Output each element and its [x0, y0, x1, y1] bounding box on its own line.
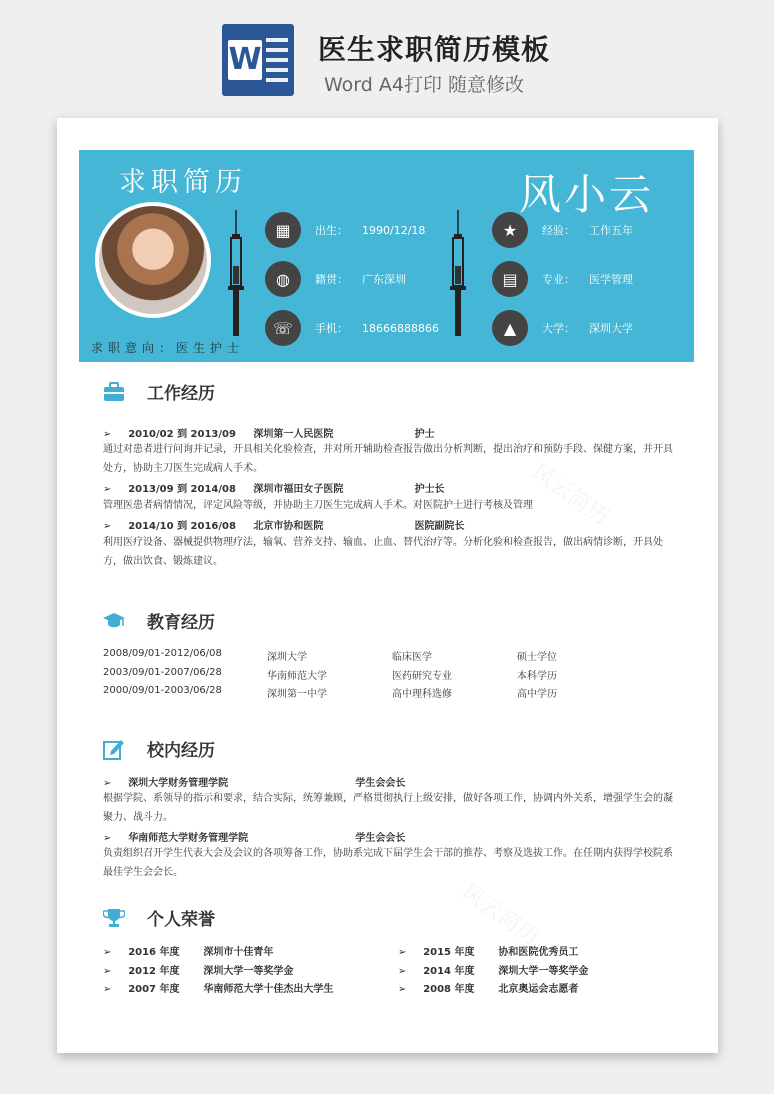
avatar [95, 202, 211, 318]
campus-description: 根据学院、系领导的指示和要求，结合实际，统筹兼顾，严格贯彻执行上级安排，做好各项工作，协调内外关系，增强学生会的凝聚力、战斗力。 [103, 793, 673, 823]
banner-title: 医生求职简历模板 [318, 33, 551, 66]
info-label: 经验： [542, 224, 575, 237]
arrow-bullet-icon: ➢ [103, 947, 112, 958]
arrow-bullet-icon: ➢ [103, 778, 112, 789]
syringe-icon [228, 210, 244, 338]
graduation-cap-icon [103, 610, 125, 632]
book-icon: ▤ [492, 261, 528, 297]
work-description: 通过对患者进行问询并记录，开具相关化验检查，并对所开辅助检查报告做出分析判断，提出治疗和预防手段、保健方案，并开具处方，协助主刀医生完成病人手术。 [103, 444, 673, 474]
info-value: 18666888866 [362, 321, 439, 335]
edu-period: 2003/09/01-2007/06/28 [103, 667, 222, 678]
honor-item [103, 980, 333, 995]
work-org: 深圳市福田女子医院 [253, 484, 344, 495]
work-date: 2014/10 到 2016/08 [128, 521, 236, 532]
campus-item-header [103, 829, 405, 844]
globe-location-icon: ◍ [265, 261, 301, 297]
arrow-bullet-icon: ➢ [103, 833, 112, 844]
section-campus-header [103, 736, 215, 761]
campus-role: 学生会会长 [355, 778, 406, 789]
info-label: 出生： [315, 224, 348, 237]
work-role: 医院副院长 [414, 521, 465, 532]
arrow-bullet-icon: ➢ [398, 984, 407, 995]
campus-role: 学生会会长 [355, 833, 406, 844]
info-value: 1990/12/18 [362, 223, 426, 237]
job-intent: 求职意向：医生护士 [91, 341, 245, 355]
info-value: 深圳大学 [589, 322, 633, 335]
resume-page: 风云简历 风云简历 求职简历 风小云 求职意向：医生护士 ▦ 出生： 1990/12/18 ◍ 籍贯： 广东深圳 ☏ 手机： 18666888866 ★ 经验： 工作五年 ▤ 专业： 医学管理 ▲ 大学： 深圳大学 工作经历 ➢ 2010/02 到 2013/09 深圳第一人民医院 护士 通过对患者进行问询并记录，开具相关化验检查，并对所开辅助检查报告做出分析判断，提出治疗和预防手段、保健方案，并开具处方，协助主刀医生完成病人手术。 ➢ 2013/09 到 2014/08 深圳市福田女子医院 护士长 管理医患者病情情况，评定风险等级，并协助主刀医生完成病人手术。对医院护士进行考核及管理 ➢ 2014/10 到 2016/08 北京市协和医院 医院副院长 利用医疗设备、器械提供物理疗法，输氧、营养支持、输血、止血、替代治疗等。分析化验和检查报告，做出病情诊断，开具处方，做出饮食、锻炼建议。 教育经历 2008/09/01-2012/06/08 深圳大学 临床医学 硕士学位 2003/09/01-2007/06/28 华南师范大学 医药研究专业 本科学历 2000/09/01-2003/06/28 深圳第一中学 高中理科选修 高中学历 校内经历 ➢ 深圳大学财务管理学院 学生会会长 根据学院、系领导的指示和要求，结合实际，统筹兼顾，严格贯彻执行上级安排，做好各项工作，协调内外关系，增强学生会的凝聚力、战斗力。 ➢ 华南师范大学财务管理学院 学生会会长 负责组织召开学生代表大会及会议的各项筹备工作，协助系完成下届学生会干部的推荐、考察及选拔工作。在任期内获得学校院系最佳学生会会长。 个人荣誉 ➢ 2016 年度 深圳市十佳青年 ➢ 2012 年度 深圳大学一等奖学金 ➢ 2007 年度 华南师范大学十佳杰出大学生 ➢ 2015 年度 协和医院优秀员工 ➢ 2014 年度 深圳大学一等奖学金 ➢ 2008 年度 北京奥运会志愿者 [57, 118, 718, 1053]
work-org: 深圳第一人民医院 [253, 429, 334, 440]
arrow-bullet-icon: ➢ [398, 966, 407, 977]
info-birth [265, 212, 425, 248]
work-role: 护士长 [414, 484, 445, 495]
section-work-header [103, 379, 215, 404]
work-item-header [103, 480, 445, 495]
arrow-bullet-icon: ➢ [103, 484, 112, 495]
edu-school: 深圳第一中学 [267, 689, 327, 700]
resume-title: 求职简历 [119, 167, 247, 198]
section-honors-header [103, 905, 215, 930]
info-hometown [265, 261, 406, 297]
campus-org: 深圳大学财务管理学院 [128, 778, 229, 789]
edit-icon [103, 738, 125, 760]
word-logo-letter: W [228, 40, 262, 80]
honor-year: 2016 年度 [128, 947, 180, 958]
info-experience [492, 212, 633, 248]
edu-major: 高中理科选修 [392, 689, 452, 700]
work-org: 北京市协和医院 [253, 521, 324, 532]
work-description: 管理医患者病情情况，评定风险等级，并协助主刀医生完成病人手术。对医院护士进行考核及管理 [103, 500, 533, 511]
campus-org: 华南师范大学财务管理学院 [128, 833, 249, 844]
honor-year: 2015 年度 [423, 947, 475, 958]
honor-name: 北京奥运会志愿者 [498, 984, 579, 995]
work-item-header [103, 425, 435, 440]
candidate-name: 风小云 [518, 170, 654, 219]
honor-year: 2014 年度 [423, 966, 475, 977]
work-description: 利用医疗设备、器械提供物理疗法，输氧、营养支持、输血、止血、替代治疗等。分析化验和检查报告，做出病情诊断，开具处方，做出饮食、锻炼建议。 [103, 537, 663, 567]
section-title: 个人荣誉 [147, 910, 215, 930]
honor-year: 2008 年度 [423, 984, 475, 995]
calendar-icon: ▦ [265, 212, 301, 248]
edu-school: 深圳大学 [267, 652, 307, 663]
graduation-cap-icon: ▲ [492, 310, 528, 346]
briefcase-icon [103, 381, 125, 403]
campus-description: 负责组织召开学生代表大会及会议的各项筹备工作，协助系完成下届学生会干部的推荐、考察及选拔工作。在任期内获得学校院系最佳学生会会长。 [103, 848, 673, 878]
edu-school: 华南师范大学 [267, 671, 327, 682]
trophy-icon [103, 907, 125, 929]
arrow-bullet-icon: ➢ [398, 947, 407, 958]
resume-header [79, 150, 694, 362]
honor-name: 深圳大学一等奖学金 [498, 966, 589, 977]
campus-item-header [103, 774, 405, 789]
work-role: 护士 [414, 429, 435, 440]
info-value: 广东深圳 [362, 273, 406, 286]
honor-year: 2007 年度 [128, 984, 180, 995]
honor-name: 协和医院优秀员工 [498, 947, 579, 958]
arrow-bullet-icon: ➢ [103, 429, 112, 440]
arrow-bullet-icon: ➢ [103, 984, 112, 995]
honor-item [398, 962, 588, 977]
arrow-bullet-icon: ➢ [103, 521, 112, 532]
honor-name: 华南师范大学十佳杰出大学生 [203, 984, 334, 995]
honor-name: 深圳大学一等奖学金 [203, 966, 294, 977]
section-title: 工作经历 [147, 384, 215, 404]
honor-item [103, 943, 273, 958]
edu-degree: 硕士学位 [517, 652, 557, 663]
edu-period: 2008/09/01-2012/06/08 [103, 648, 222, 659]
honor-item [103, 962, 293, 977]
info-major [492, 261, 633, 297]
work-item-header [103, 517, 465, 532]
section-title: 校内经历 [147, 741, 215, 761]
phone-icon: ☏ [265, 310, 301, 346]
edu-major: 临床医学 [392, 652, 432, 663]
info-value: 工作五年 [589, 224, 633, 237]
info-label: 大学： [542, 322, 575, 335]
banner-subtitle: Word A4打印 随意修改 [324, 74, 525, 96]
word-logo-icon [222, 24, 294, 96]
honor-item [398, 943, 578, 958]
info-label: 籍贯： [315, 273, 348, 286]
work-date: 2010/02 到 2013/09 [128, 429, 236, 440]
edu-degree: 本科学历 [517, 671, 557, 682]
info-phone [265, 310, 439, 346]
edu-major: 医药研究专业 [392, 671, 452, 682]
honor-item [398, 980, 578, 995]
edu-period: 2000/09/01-2003/06/28 [103, 685, 222, 696]
syringe-icon [450, 210, 466, 338]
arrow-bullet-icon: ➢ [103, 966, 112, 977]
edu-degree: 高中学历 [517, 689, 557, 700]
info-university [492, 310, 633, 346]
info-value: 医学管理 [589, 273, 633, 286]
section-title: 教育经历 [147, 613, 215, 633]
avatar-photo [99, 206, 207, 314]
template-banner [0, 0, 774, 110]
info-label: 手机： [315, 322, 348, 335]
info-label: 专业： [542, 273, 575, 286]
star-icon: ★ [492, 212, 528, 248]
section-education-header [103, 608, 215, 633]
honor-name: 深圳市十佳青年 [203, 947, 274, 958]
honor-year: 2012 年度 [128, 966, 180, 977]
work-date: 2013/09 到 2014/08 [128, 484, 236, 495]
